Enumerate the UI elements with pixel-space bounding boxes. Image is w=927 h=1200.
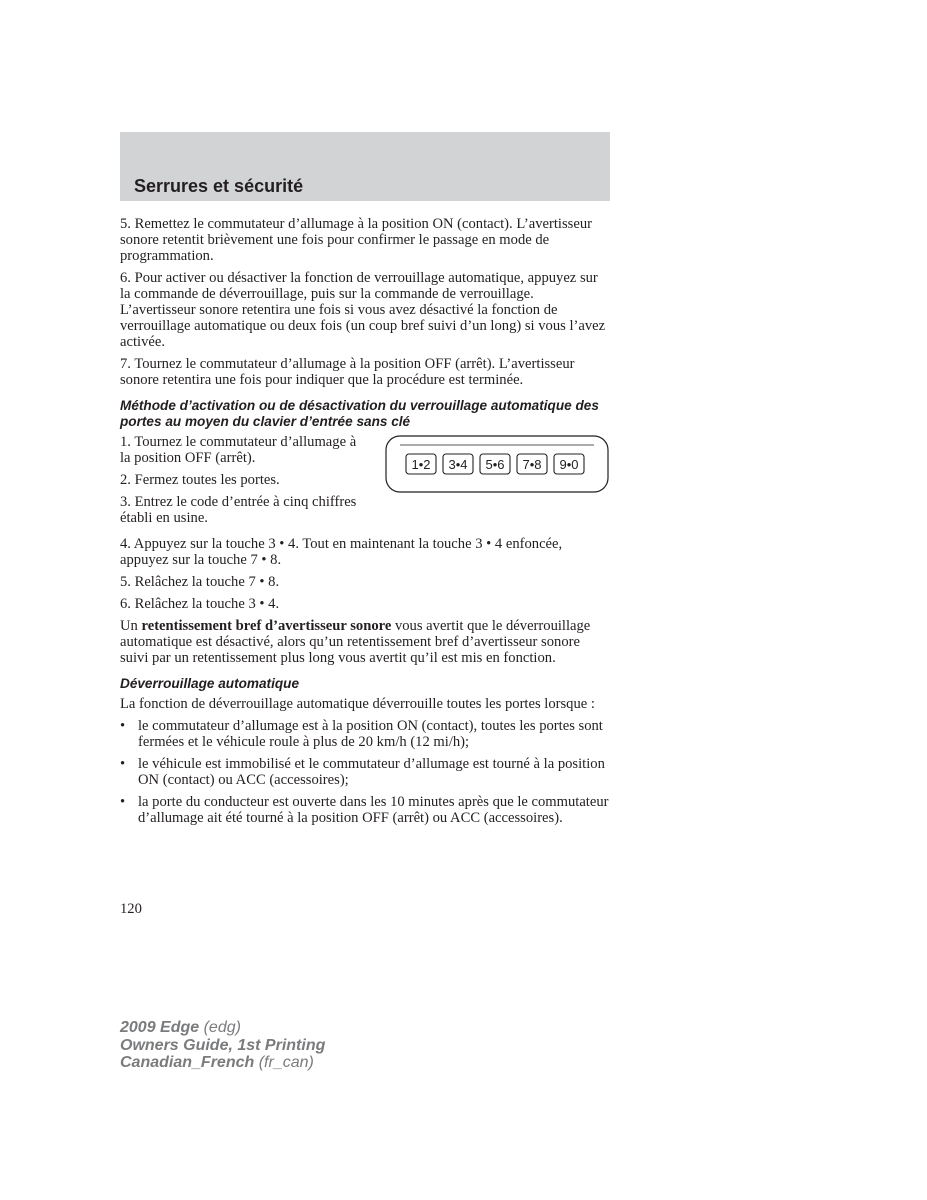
footer-model: 2009 Edge (120, 1019, 200, 1036)
keypad-key-label: 1•2 (411, 457, 431, 472)
footer-line-1 (120, 1019, 325, 1037)
list-item (120, 718, 610, 750)
keypad-key-label: 7•8 (522, 457, 542, 472)
keyless-keypad-illustration (384, 434, 610, 494)
note-prefix: Un (120, 618, 142, 634)
keypad-steps-block (120, 434, 610, 536)
list-item (120, 794, 610, 826)
auto-unlock-conditions (120, 718, 610, 826)
footer-language: Canadian_French (120, 1054, 255, 1071)
page-number: 120 (120, 901, 142, 917)
bullet-icon: • (120, 756, 126, 772)
footer-line-3 (120, 1054, 325, 1072)
bullet-icon: • (120, 718, 126, 734)
list-item-text: la porte du conducteur est ouverte dans les 10 minutes après que le commutateur d’allumage ait été tourné à la position OFF (arrêt) ou ACC (accessoires). (138, 794, 609, 826)
footer-model-code: (edg) (199, 1019, 241, 1036)
keypad-step-2: 2. Fermez toutes les portes. (120, 472, 280, 488)
footer-language-code: (fr_can) (254, 1054, 314, 1071)
keypad-step-1: 1. Tournez le commutateur d’allumage à la position OFF (arrêt). (120, 434, 357, 466)
note-bold: retentissement bref d’avertisseur sonore (141, 618, 392, 634)
footer-line-2: Owners Guide, 1st Printing (120, 1036, 326, 1054)
list-item-text: le véhicule est immobilisé et le commutateur d’allumage est tourné à la position ON (contact) ou ACC (accessoires); (138, 756, 605, 788)
step-5: 5. Remettez le commutateur d’allumage à la position ON (contact). L’avertisseur sonore retentit brièvement une fois pour confirmer le passage en mode de programmation. (120, 216, 592, 264)
keypad-step-4: 4. Appuyez sur la touche 3 • 4. Tout en maintenant la touche 3 • 4 enfoncée, appuyez sur la touche 7 • 8. (120, 536, 563, 568)
keypad-method-heading: Méthode d’activation ou de désactivation du verrouillage automatique des portes au moyen du clavier d’entrée sans clé (120, 398, 599, 429)
list-item-text: le commutateur d’allumage est à la position ON (contact), toutes les portes sont fermées et le véhicule roule à plus de 20 km/h (12 mi/h); (138, 718, 603, 750)
auto-unlock-heading: Déverrouillage automatique (120, 676, 300, 691)
keypad-key-label: 5•6 (485, 457, 505, 472)
step-6: 6. Pour activer ou désactiver la fonction de verrouillage automatique, appuyez sur la commande de déverrouillage, puis sur la commande de verrouillage. L’avertisseur sonore retentira une fois si vous avez désactivé la fonction de verrouillage automatique ou deux fois (un coup bref suivi d’un long) si vous l’avez activée. (120, 270, 606, 350)
page-body (120, 216, 610, 832)
step-7: 7. Tournez le commutateur d’allumage à la position OFF (arrêt). L’avertisseur sonore retentira une fois pour indiquer que la procédure est terminée. (120, 356, 575, 388)
list-item (120, 756, 610, 788)
keypad-step-5: 5. Relâchez la touche 7 • 8. (120, 574, 280, 590)
auto-unlock-intro: La fonction de déverrouillage automatique déverrouille toutes les portes lorsque : (120, 696, 595, 712)
keypad-key-label: 9•0 (559, 457, 579, 472)
keypad-step-3: 3. Entrez le code d’entrée à cinq chiffres établi en usine. (120, 494, 357, 526)
print-footer (120, 1019, 325, 1072)
keypad-note (120, 618, 610, 666)
bullet-icon: • (120, 794, 126, 810)
keypad-step-6: 6. Relâchez la touche 3 • 4. (120, 596, 280, 612)
keypad-key-label: 3•4 (448, 457, 468, 472)
section-title: Serrures et sécurité (134, 176, 304, 196)
note-rest: vous avertit que le déverrouillage automatique est désactivé, alors qu’un retentissement bref d’avertisseur sonore suivi par un retentissement plus long vous avertit qu’il est mis en fonction. (120, 618, 591, 666)
